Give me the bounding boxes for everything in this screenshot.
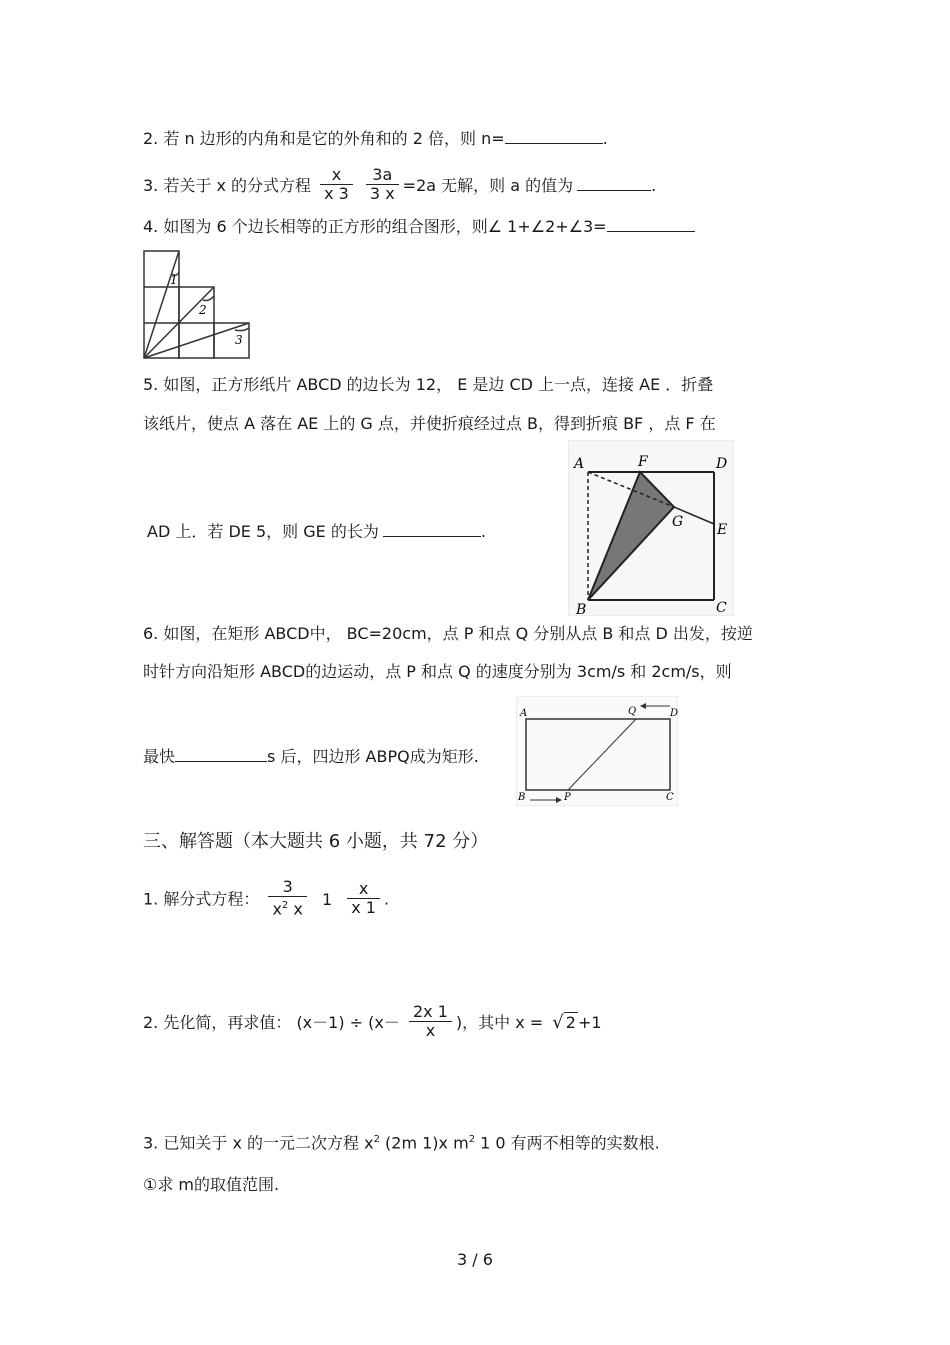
q2-text: 2. 若 n 边形的内角和是它的外角和的 2 倍，则 n= xyxy=(143,129,505,148)
s1-f1-den-sup: 2 xyxy=(281,900,289,911)
q3-mid: =2a 无解，则 a 的值为 xyxy=(402,176,574,195)
s1-fraction-2 xyxy=(347,880,380,917)
q6-label-P: P xyxy=(564,792,571,803)
q4-line xyxy=(143,215,695,237)
s1-f2-num: x xyxy=(347,880,380,899)
q2-blank xyxy=(505,127,603,144)
s3-sup1: 2 xyxy=(373,1134,380,1145)
q6-blank xyxy=(175,745,267,762)
s3-prefix: 3. 已知关于 x 的一元二次方程 x xyxy=(143,1133,374,1153)
q2-end: . xyxy=(602,129,608,148)
q3-end: . xyxy=(651,176,657,195)
s2-sqrt-arg: 2 xyxy=(565,1013,576,1032)
q3-fraction-1 xyxy=(320,166,353,203)
q5-label-C: C xyxy=(716,600,727,616)
q6-line3-prefix: 最快 xyxy=(143,747,176,766)
s2-tail: +1 xyxy=(577,1013,602,1032)
q6-line-2: 时针方向沿矩形 ABCD的边运动，点 P 和点 Q 的速度分别为 3cm/s 和 2cm/s，则 xyxy=(143,662,732,681)
q5-line-3 xyxy=(147,520,486,542)
q5-label-B: B xyxy=(576,602,587,616)
q5-label-E: E xyxy=(717,522,728,538)
s3-tail: 1 0 有两不相等的实数根. xyxy=(475,1133,660,1153)
q6-label-B: B xyxy=(518,792,526,803)
q3-line xyxy=(143,165,657,205)
q3-prefix: 3. 若关于 x 的分式方程 xyxy=(143,176,311,195)
q5-line3-text: AD 上．若 DE 5，则 GE 的长为 xyxy=(147,522,379,541)
section-3-title: 三、解答题（本大题共 6 小题，共 72 分） xyxy=(143,831,489,852)
q3-f1-num: x xyxy=(320,166,353,185)
q6-label-Q: Q xyxy=(628,706,637,717)
q6-label-A: A xyxy=(520,708,528,719)
q5-label-F: F xyxy=(638,454,648,470)
q3-f2-den: 3 x xyxy=(369,184,395,203)
s2-sqrt xyxy=(552,1013,578,1032)
q6-line-3 xyxy=(143,745,479,767)
q5-end: . xyxy=(480,522,486,541)
angle-label-2: 2 xyxy=(199,303,207,317)
s3-mid: (2m 1)x m xyxy=(379,1133,469,1153)
q3-fraction-2 xyxy=(366,166,399,203)
q6-label-C: C xyxy=(666,792,674,803)
s3-sup2: 2 xyxy=(468,1134,476,1145)
q2-line xyxy=(143,127,608,149)
q6-line3-suffix: s 后，四边形 ABPQ成为矩形. xyxy=(267,747,479,766)
s1-f2-den: x 1 xyxy=(351,897,376,917)
q4-text: 4. 如图为 6 个边长相等的正方形的组合图形，则∠ 1+∠2+∠3= xyxy=(143,217,607,236)
s2-line xyxy=(143,1002,602,1042)
q5-line-1: 5. 如图，正方形纸片 ABCD 的边长为 12， E 是边 CD 上一点，连接 AE ．折叠 xyxy=(143,375,714,394)
s1-prefix: 1. 解分式方程： xyxy=(143,889,260,909)
s1-f1-den xyxy=(268,897,306,918)
s2-fraction xyxy=(409,1003,452,1040)
q5-label-G: G xyxy=(672,514,684,530)
angle-label-1: 1 xyxy=(170,273,178,287)
s2-prefix: 2. 先化简，再求值： (x－1) ÷ (x－ xyxy=(143,1013,400,1032)
q3-f2-num: 3a xyxy=(366,166,399,185)
s2-f-den: x xyxy=(425,1021,436,1040)
q6-rectangle-figure xyxy=(516,696,678,806)
q6-line-1: 6. 如图，在矩形 ABCD中， BC=20cm，点 P 和点 Q 分别从点 B 和点 D 出发，按逆 xyxy=(143,624,753,643)
s3-subquestion-1: ①求 m的取值范围. xyxy=(143,1175,280,1194)
s2-f-num: 2x 1 xyxy=(409,1003,452,1022)
page-number: 3 / 6 xyxy=(457,1250,493,1269)
s1-f1-den-rest: x xyxy=(288,899,303,919)
q4-blank xyxy=(607,215,695,232)
q5-label-A: A xyxy=(574,456,585,472)
angle-label-3: 3 xyxy=(235,333,243,347)
q3-f1-den: x 3 xyxy=(324,184,349,203)
s1-fraction-1 xyxy=(268,878,306,918)
s1-f1-den-x: x xyxy=(272,899,282,919)
q3-blank xyxy=(577,174,651,191)
sqrt-radical-icon: √ xyxy=(552,1012,564,1033)
q5-label-D: D xyxy=(716,456,728,472)
s1-end: . xyxy=(383,889,390,909)
q6-label-D: D xyxy=(670,708,678,719)
s1-one: 1 xyxy=(321,889,333,909)
q5-square-fold-figure xyxy=(568,440,734,616)
s2-suffix: )，其中 x = xyxy=(455,1013,544,1032)
q5-line-2: 该纸片，使点 A 落在 AE 上的 G 点，并使折痕经过点 B，得到折痕 BF ，点 F 在 xyxy=(143,414,716,433)
s3-line xyxy=(143,1130,660,1153)
q4-square-figure xyxy=(143,250,251,360)
q5-blank xyxy=(383,520,481,537)
s1-line xyxy=(143,877,390,920)
s1-f1-num: 3 xyxy=(268,878,306,897)
